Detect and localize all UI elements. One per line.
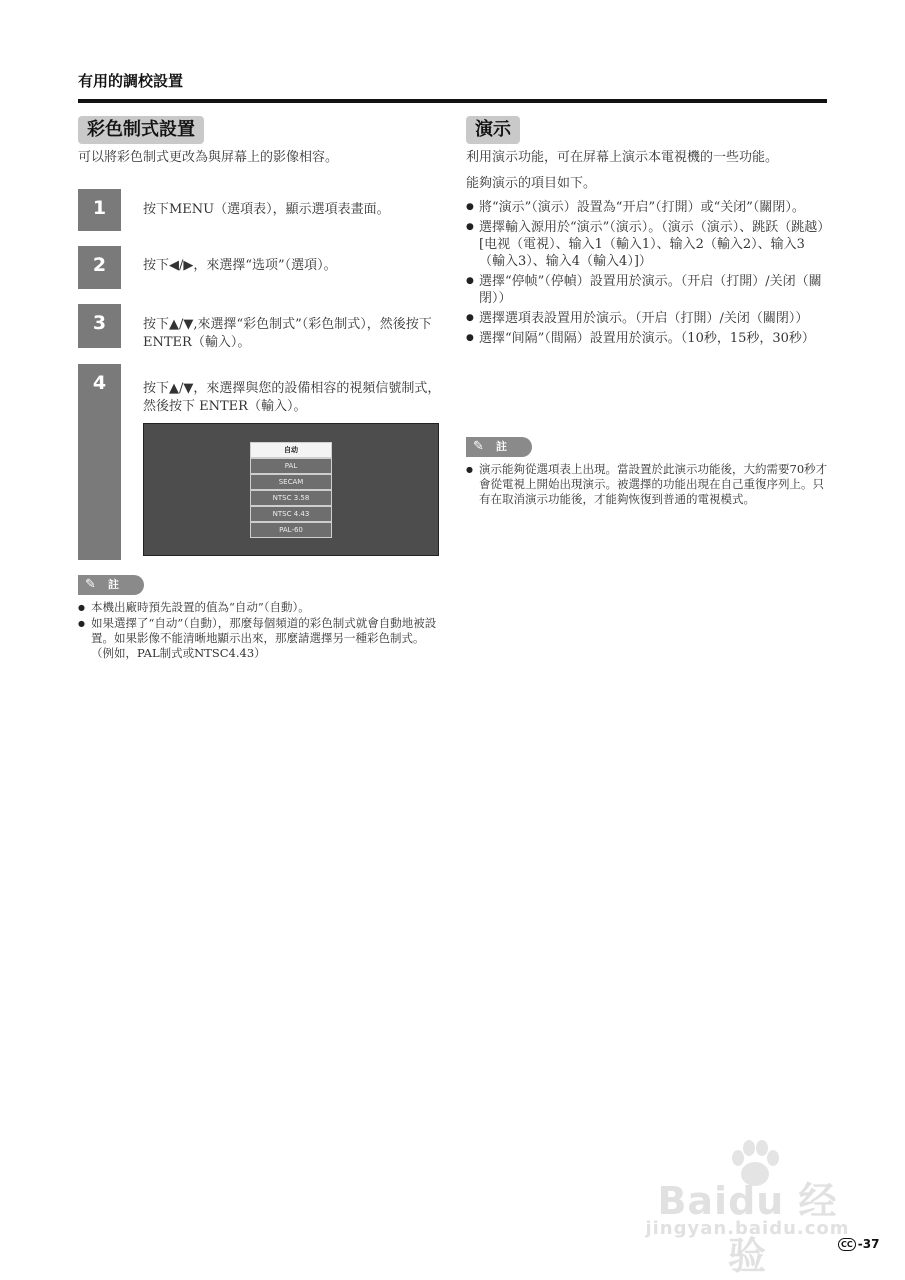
list-item: ● 選擇選項表設置用於演示。（开启（打開）/关闭（關閉）） [466,310,828,327]
step-2-text: 按下◀/▶，來選擇“选项”（選項）。 [143,258,337,273]
note-item: ● 如果選擇了“自动”（自動），那麼每個頻道的彩色制式就會自動地被設置。如果影像不能清晰地顯示出來，那麼請選擇另一種彩色制式。（例如，PAL制式或NTSC4.43） [78,616,440,661]
left-intro: 可以將彩色制式更改為與屏幕上的影像相容。 [78,150,339,165]
left-section-title: 彩色制式設置 [78,116,204,144]
header-rule [78,99,827,103]
right-section-title: 演示 [466,116,520,144]
step-4-number: 4 [78,364,121,406]
demo-items-list [466,199,828,350]
step-3-text: 按下▲/▼,來選擇“彩色制式”（彩色制式），然後按下 ENTER（輸入）。 [143,317,432,350]
paperclip-icon: ✎ [473,439,484,454]
section-header: 有用的調校設置 [78,72,184,90]
step-4-badge [78,364,121,560]
step-1-badge [78,189,121,231]
step-2-badge [78,246,121,289]
left-note-badge [78,575,144,595]
step-2-number: 2 [78,246,121,288]
menu-option-secam[interactable]: SECAM [250,474,332,490]
step-3-number: 3 [78,304,121,346]
list-item: ● 選擇“间隔”（間隔）設置用於演示。（10秒，15秒，30秒） [466,330,828,347]
cc-icon: CC [838,1238,856,1251]
step-4-text: 按下▲/▼，來選擇與您的設備相容的視頻信號制式，然後按下 ENTER（輸入）。 [143,381,441,414]
right-intro-1: 利用演示功能，可在屏幕上演示本電視機的一些功能。 [466,150,779,165]
list-item: ● 選擇“停帧”（停幀）設置用於演示。（开启（打開）/关闭（關閉）） [466,273,828,307]
page-number-value: -37 [857,1237,880,1251]
menu-option-pal[interactable]: PAL [250,458,332,474]
note-item: ● 本機出廠時預先設置的值為“自动”（自動）。 [78,600,440,615]
page-number [838,1237,879,1251]
tv-screen-preview [143,423,439,556]
menu-option-ntsc358[interactable]: NTSC 3.58 [250,490,332,506]
step-1-text: 按下MENU（選項表），顯示選項表畫面。 [143,202,390,217]
menu-option-pal60[interactable]: PAL-60 [250,522,332,538]
paperclip-icon: ✎ [85,577,96,592]
menu-option-auto[interactable]: 自动 [250,442,332,458]
watermark-brand: Baidu 经验 [657,1179,838,1278]
note-item: ● 演示能夠從選項表上出現。當設置於此演示功能後，大約需要70秒才會從電視上開始出現演示。被選擇的功能出現在自己重復序列上。只有在取消演示功能後，才能夠恢復到普通的電視模式。 [466,462,828,507]
right-note-label: 註 [496,440,507,453]
step-1-number: 1 [78,189,121,231]
list-item: ● 選擇輸入源用於“演示”（演示）。（演示（演示）、跳跃（跳越）[电视（電視）、输入1（輸入1）、输入2（輸入2）、输入3（輸入3）、输入4（輸入4）]） [466,219,828,270]
step-3-badge [78,304,121,348]
list-item: ● 將“演示”（演示）設置為“开启”（打開）或“关闭”（關閉）。 [466,199,828,216]
left-note-label: 註 [108,578,119,591]
right-note-badge [466,437,532,457]
right-intro-2: 能夠演示的項目如下。 [466,176,597,191]
right-notes [466,462,828,508]
watermark-url: jingyan.baidu.com [645,1218,850,1239]
left-notes [78,600,440,662]
menu-option-ntsc443[interactable]: NTSC 4.43 [250,506,332,522]
